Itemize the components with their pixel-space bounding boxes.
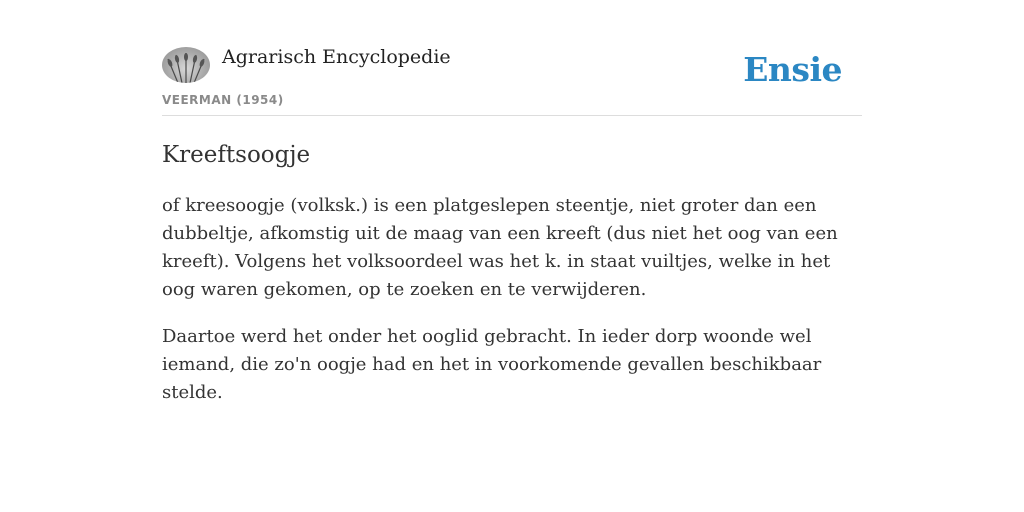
- entry-paragraph-2: Daartoe werd het onder het ooglid gebracht. In ieder dorp woonde wel iemand, die zo'n oogje had en het in voorkomende gevallen beschikbaar stelde.: [162, 326, 822, 403]
- brand-logo[interactable]: Ensie: [743, 50, 842, 89]
- header: [162, 44, 862, 116]
- wheat-logo-icon[interactable]: [162, 47, 210, 83]
- book-title[interactable]: Agrarisch Encyclopedie: [222, 46, 451, 68]
- page: [162, 0, 862, 407]
- edition-label: VEERMAN (1954): [162, 93, 284, 107]
- entry-title: Kreeftsoogje: [162, 142, 311, 168]
- entry-paragraph-1: of kreesoogje (volksk.) is een platgeslepen steentje, niet groter dan een dubbeltje, afkomstig uit de maag van een kreeft (dus niet het oog van een kreeft). Volgens het volksoordeel was het k. in staat vuiltjes, welke in het oog waren gekomen, op te zoeken en te verwijderen.: [162, 195, 838, 300]
